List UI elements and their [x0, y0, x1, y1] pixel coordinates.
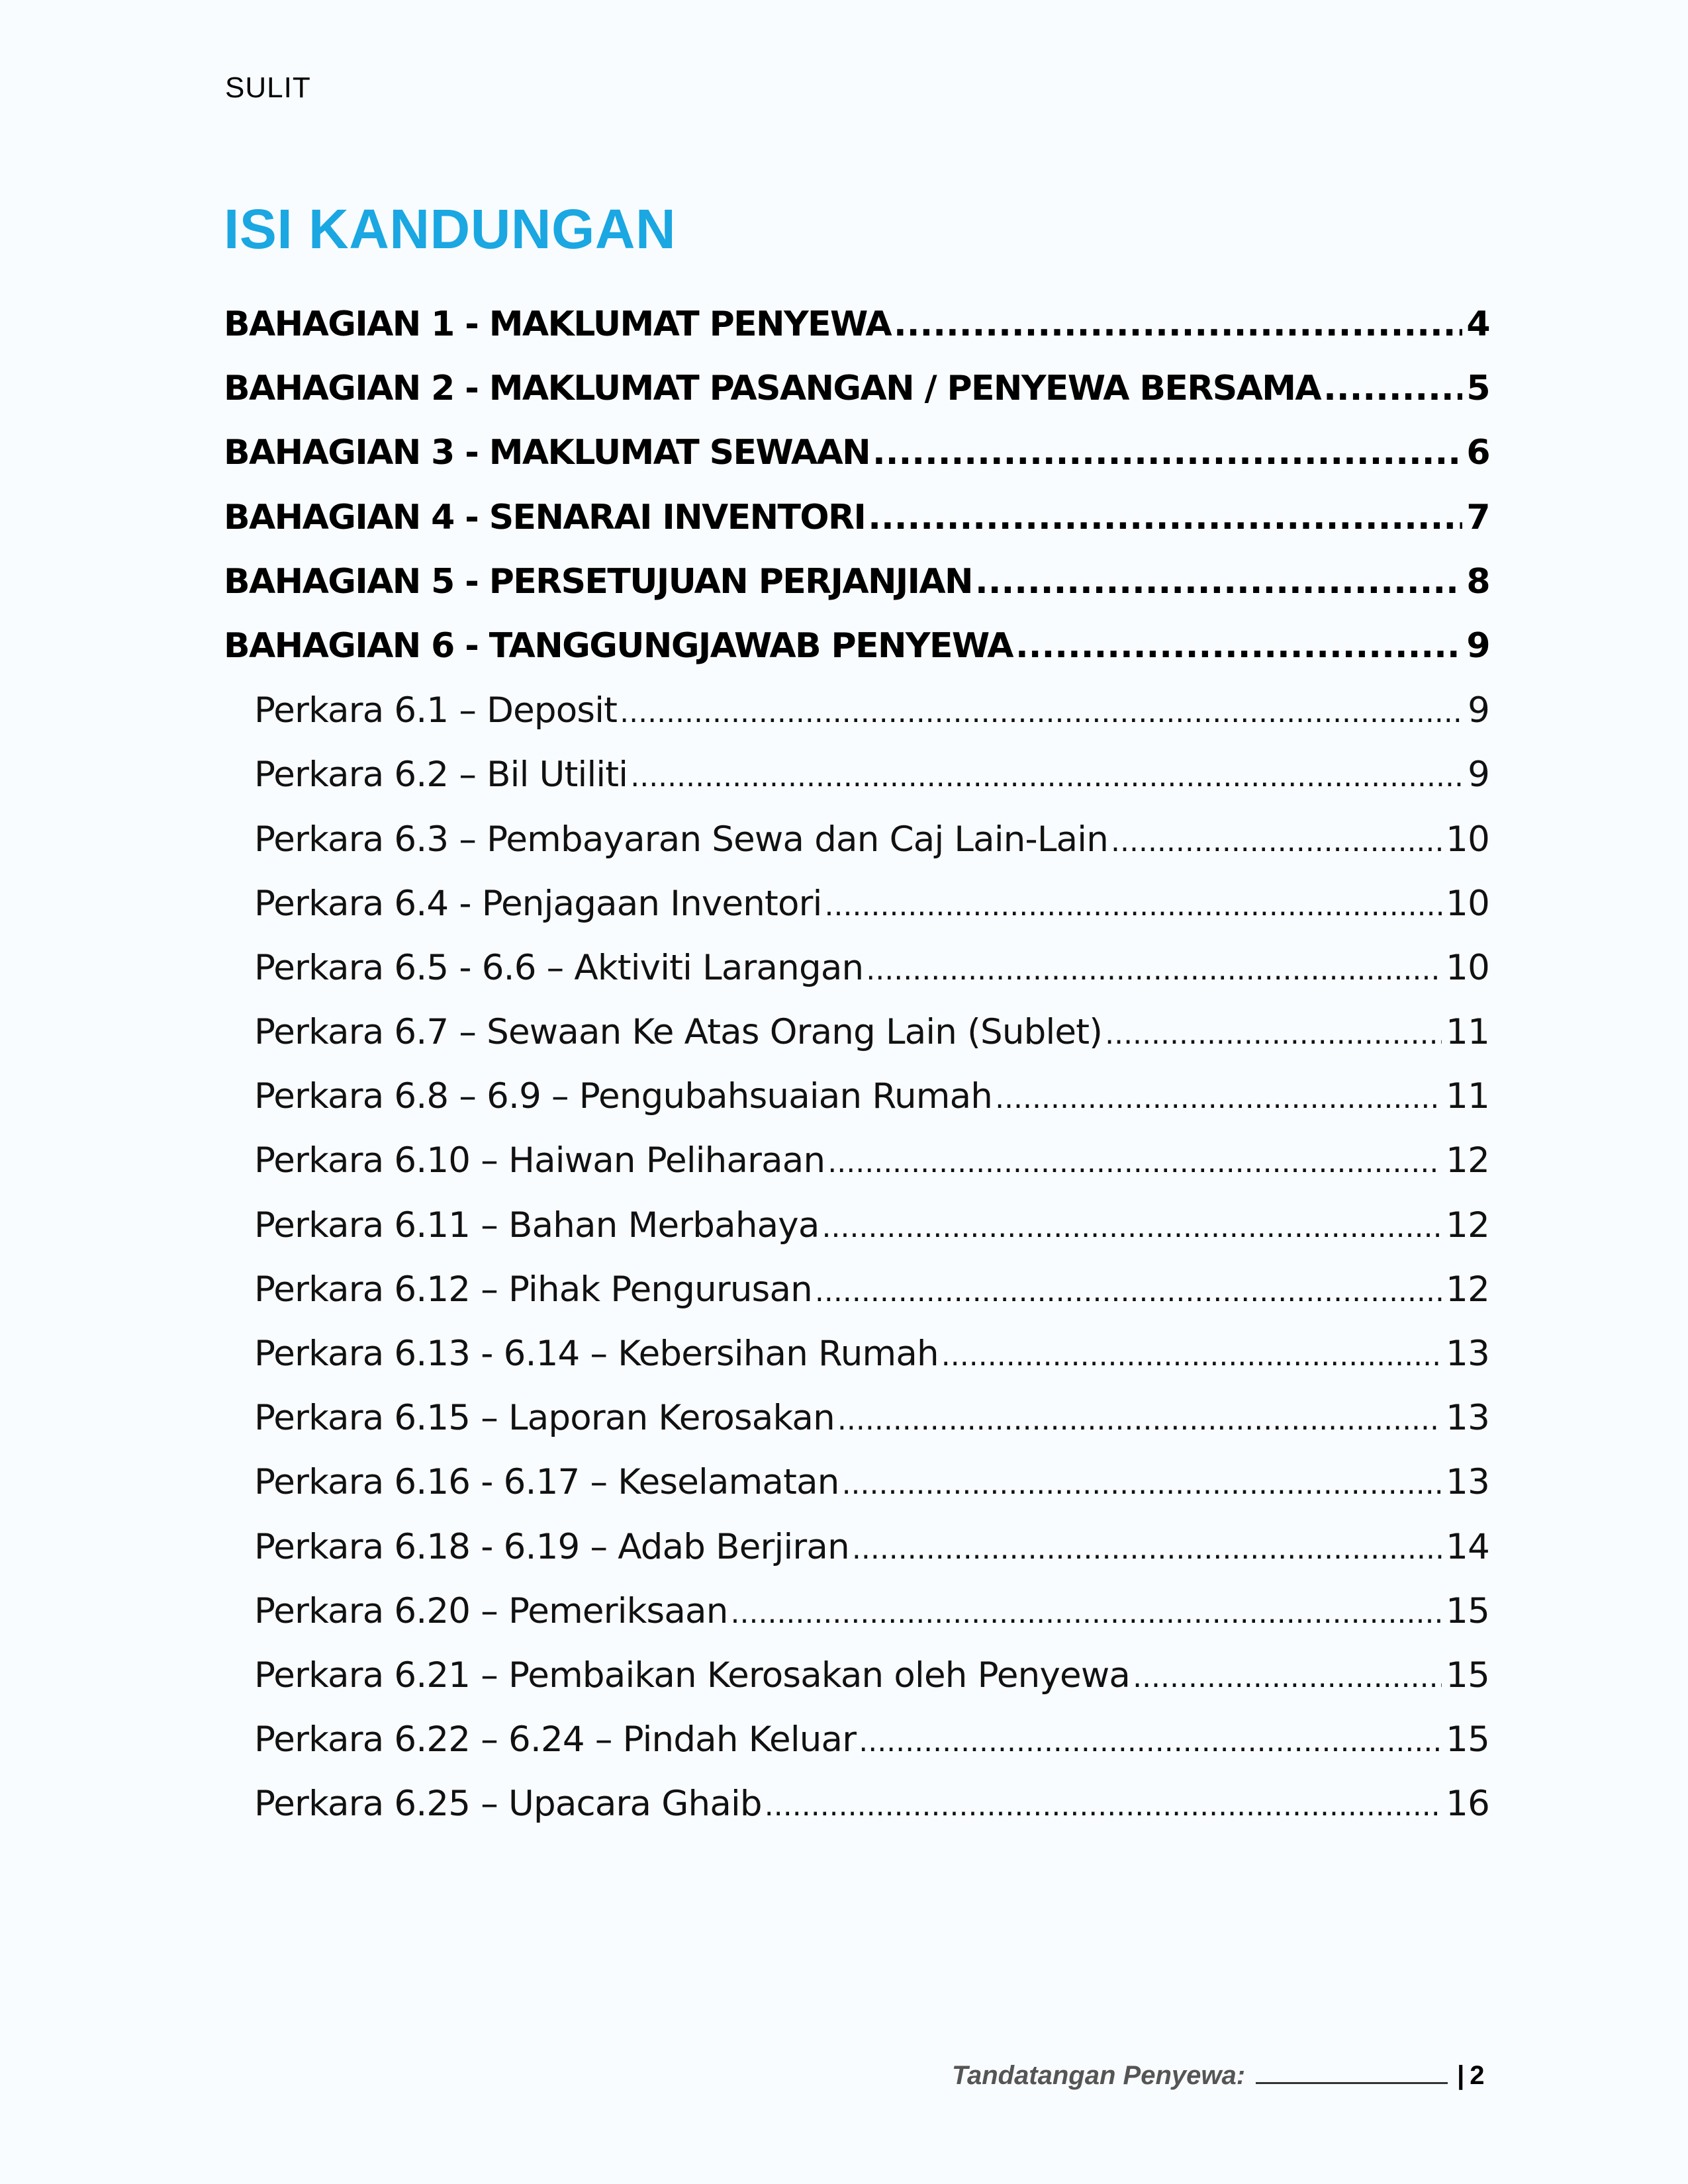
toc-entry-bahagian-6[interactable] — [224, 614, 1489, 678]
toc-entry-label: Perkara 6.21 – Pembaikan Kerosakan oleh Penyewa — [254, 1655, 1131, 1696]
toc-entry-label: Perkara 6.12 – Pihak Pengurusan — [254, 1269, 812, 1310]
toc-entry-label: Perkara 6.3 – Pembayaran Sewa dan Caj Lain-Lain — [254, 819, 1108, 860]
toc-entry-label: BAHAGIAN 2 - MAKLUMAT PASANGAN / PENYEWA BERSAMA — [224, 369, 1321, 409]
toc-entry-page: 13 — [1446, 1398, 1489, 1439]
toc-entry-perkara-6-2[interactable] — [224, 743, 1489, 807]
toc-entry-page: 16 — [1446, 1784, 1489, 1825]
toc-leader-dots — [1133, 1643, 1442, 1709]
toc-leader-dots — [852, 1515, 1442, 1581]
toc-entry-perkara-6-11[interactable] — [224, 1193, 1489, 1257]
toc-entry-label: Perkara 6.13 - 6.14 – Kebersihan Rumah — [254, 1334, 939, 1374]
toc-entry-perkara-6-12[interactable] — [224, 1257, 1489, 1322]
toc-entry-label: Perkara 6.7 – Sewaan Ke Atas Orang Lain (Sublet) — [254, 1012, 1103, 1053]
toc-entry-label: Perkara 6.15 – Laporan Kerosakan — [254, 1398, 835, 1439]
toc-leader-dots — [822, 1193, 1442, 1259]
page-footer — [952, 2060, 1485, 2091]
toc-entry-perkara-6-3[interactable] — [224, 807, 1489, 872]
toc-entry-page: 11 — [1446, 1076, 1489, 1117]
toc-entry-label: Perkara 6.22 – 6.24 – Pindah Keluar — [254, 1719, 857, 1760]
toc-entry-page: 9 — [1466, 625, 1489, 666]
toc-entry-page: 8 — [1466, 561, 1489, 602]
page-number: 2 — [1470, 2061, 1485, 2090]
toc-entry-page: 12 — [1446, 1140, 1489, 1181]
toc-entry-bahagian-2[interactable] — [224, 357, 1489, 421]
toc-leader-dots — [620, 678, 1464, 745]
toc-leader-dots — [842, 1450, 1442, 1516]
toc-leader-dots — [1323, 357, 1462, 421]
toc-leader-dots — [1105, 1000, 1442, 1066]
toc-entry-label: Perkara 6.11 – Bahan Merbahaya — [254, 1205, 820, 1246]
toc-entry-label: Perkara 6.16 - 6.17 – Keselamatan — [254, 1462, 839, 1503]
toc-entry-label: BAHAGIAN 4 - SENARAI INVENTORI — [224, 497, 866, 537]
toc-entry-bahagian-5[interactable] — [224, 550, 1489, 614]
toc-entry-perkara-6-16[interactable] — [224, 1450, 1489, 1514]
toc-entry-perkara-6-20[interactable] — [224, 1579, 1489, 1643]
toc-entry-page: 10 — [1446, 819, 1489, 860]
toc-entry-label: Perkara 6.25 – Upacara Ghaib — [254, 1784, 762, 1825]
toc-leader-dots — [975, 550, 1462, 614]
toc-leader-dots — [815, 1257, 1442, 1324]
toc-entry-bahagian-4[interactable] — [224, 486, 1489, 550]
toc-entry-page: 15 — [1446, 1590, 1489, 1631]
toc-leader-dots — [837, 1386, 1442, 1452]
toc-entry-page: 12 — [1446, 1205, 1489, 1246]
page-title: ISI KANDUNGAN — [224, 198, 677, 260]
toc-leader-dots — [894, 293, 1462, 357]
toc-entry-page: 7 — [1466, 497, 1489, 537]
toc-entry-perkara-6-8[interactable] — [224, 1064, 1489, 1128]
toc-leader-dots — [765, 1772, 1442, 1838]
toc-leader-dots — [630, 743, 1464, 809]
toc-entry-page: 13 — [1446, 1334, 1489, 1374]
toc-entry-perkara-6-22[interactable] — [224, 1707, 1489, 1772]
toc-entry-label: Perkara 6.1 – Deposit — [254, 690, 618, 731]
toc-entry-perkara-6-21[interactable] — [224, 1643, 1489, 1707]
toc-entry-label: BAHAGIAN 5 - PERSETUJUAN PERJANJIAN — [224, 561, 972, 602]
toc-entry-label: Perkara 6.5 - 6.6 – Aktiviti Larangan — [254, 947, 864, 988]
toc-entry-label: Perkara 6.2 – Bil Utiliti — [254, 754, 628, 796]
toc-entry-perkara-6-10[interactable] — [224, 1128, 1489, 1193]
toc-leader-dots — [941, 1322, 1442, 1388]
toc-entry-page: 4 — [1466, 304, 1489, 344]
toc-entry-label: Perkara 6.4 - Penjagaan Inventori — [254, 883, 822, 924]
toc-entry-perkara-6-13[interactable] — [224, 1322, 1489, 1386]
toc-entry-label: BAHAGIAN 6 - TANGGUNGJAWAB PENYEWA — [224, 625, 1013, 666]
toc-entry-page: 5 — [1466, 369, 1489, 409]
toc-entry-page: 12 — [1446, 1269, 1489, 1310]
toc-leader-dots — [995, 1064, 1442, 1130]
table-of-contents — [224, 293, 1489, 1837]
toc-entry-page: 13 — [1446, 1462, 1489, 1503]
toc-entry-bahagian-1[interactable] — [224, 293, 1489, 357]
signature-label: Tandatangan Penyewa: — [952, 2061, 1246, 2090]
toc-entry-page: 10 — [1446, 883, 1489, 924]
toc-entry-perkara-6-18[interactable] — [224, 1515, 1489, 1579]
toc-leader-dots — [872, 421, 1462, 485]
toc-entry-label: Perkara 6.10 – Haiwan Peliharaan — [254, 1140, 825, 1181]
toc-entry-perkara-6-25[interactable] — [224, 1772, 1489, 1836]
toc-entry-page: 10 — [1446, 947, 1489, 988]
toc-entry-page: 6 — [1466, 433, 1489, 473]
toc-entry-perkara-6-15[interactable] — [224, 1386, 1489, 1450]
toc-entry-label: Perkara 6.20 – Pemeriksaan — [254, 1590, 728, 1631]
toc-entry-page: 11 — [1446, 1012, 1489, 1053]
toc-leader-dots — [866, 936, 1442, 1002]
toc-entry-label: Perkara 6.8 – 6.9 – Pengubahsuaian Rumah — [254, 1076, 993, 1117]
toc-leader-dots — [859, 1707, 1442, 1774]
toc-entry-perkara-6-7[interactable] — [224, 1000, 1489, 1064]
toc-entry-page: 14 — [1446, 1526, 1489, 1567]
toc-leader-dots — [1111, 807, 1442, 874]
toc-leader-dots — [827, 1128, 1442, 1195]
toc-entry-perkara-6-5[interactable] — [224, 936, 1489, 1000]
toc-entry-page: 15 — [1446, 1719, 1489, 1760]
classification-label: SULIT — [225, 71, 311, 104]
toc-entry-page: 9 — [1468, 754, 1489, 796]
toc-entry-label: Perkara 6.18 - 6.19 – Adab Berjiran — [254, 1526, 849, 1567]
toc-leader-dots — [868, 486, 1462, 550]
toc-entry-page: 9 — [1468, 690, 1489, 731]
toc-leader-dots — [731, 1579, 1442, 1645]
toc-entry-perkara-6-4[interactable] — [224, 872, 1489, 936]
toc-entry-label: BAHAGIAN 1 - MAKLUMAT PENYEWA — [224, 304, 892, 344]
toc-leader-dots — [825, 872, 1442, 938]
toc-entry-perkara-6-1[interactable] — [224, 678, 1489, 743]
toc-entry-label: BAHAGIAN 3 - MAKLUMAT SEWAAN — [224, 433, 870, 473]
footer-separator: | — [1457, 2061, 1465, 2090]
signature-line[interactable] — [1256, 2060, 1448, 2084]
toc-leader-dots — [1015, 614, 1462, 678]
toc-entry-bahagian-3[interactable] — [224, 421, 1489, 485]
toc-entry-page: 15 — [1446, 1655, 1489, 1696]
